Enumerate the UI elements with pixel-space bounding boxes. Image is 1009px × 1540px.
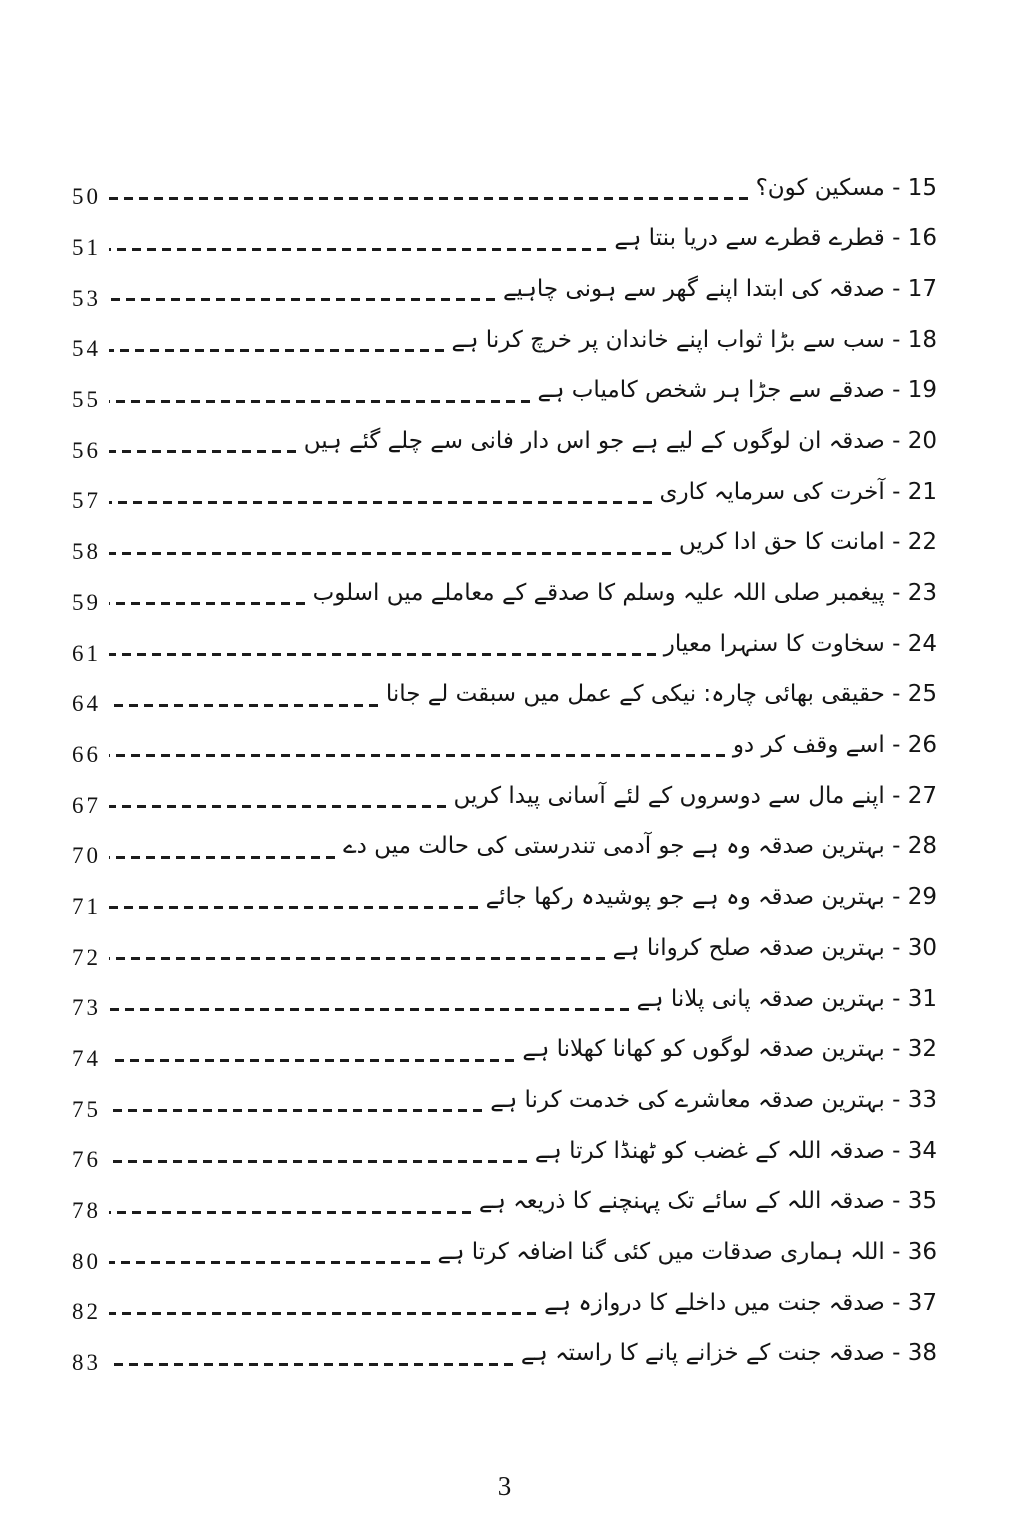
- toc-entry-page: 83: [72, 1350, 101, 1376]
- toc-leader-dashes: [109, 653, 656, 656]
- toc-leader-dashes: [109, 1160, 527, 1163]
- toc-leader-dashes: [109, 349, 444, 352]
- toc-entry-title: 34 - صدقہ اللہ کے غضب کو ٹھنڈا کرتا ہے: [534, 1137, 937, 1164]
- toc-leader-dashes: [109, 501, 652, 504]
- toc-entry: [72, 322, 937, 373]
- toc-entry-page: 59: [72, 589, 101, 615]
- toc-entry-title: 38 - صدقہ جنت کے خزانے پانے کا راستہ ہے: [520, 1340, 937, 1367]
- toc-entry-page: 80: [72, 1248, 101, 1274]
- toc-entry-title: 31 - بہترین صدقہ پانی پلانا ہے: [636, 985, 937, 1012]
- toc-entry: [72, 778, 937, 829]
- toc-entry-page: 57: [72, 488, 101, 514]
- toc-entry-title: 36 - اللہ ہماری صدقات میں کئی گنا اضافہ کرتا ہے: [437, 1238, 937, 1265]
- toc-entry-page: 53: [72, 285, 101, 311]
- toc-entry-page: 56: [72, 437, 101, 463]
- toc-entry-page: 61: [72, 640, 101, 666]
- toc-entry: [72, 626, 937, 677]
- toc-entry-title: 24 - سخاوت کا سنہرا معیار: [663, 630, 937, 657]
- toc-leader-dashes: [109, 552, 671, 555]
- toc-leader-dashes: [109, 197, 748, 200]
- toc-entry: [72, 1184, 937, 1235]
- toc-entry-title: 19 - صدقے سے جڑا ہر شخص کامیاب ہے: [537, 377, 937, 404]
- toc-entry-title: 17 - صدقہ کی ابتدا اپنے گھر سے ہونی چاہیے: [502, 275, 937, 302]
- toc-leader-dashes: [109, 856, 335, 859]
- toc-entry-page: 71: [72, 893, 101, 919]
- toc-entry: [72, 474, 937, 525]
- toc-entry: [72, 1082, 937, 1133]
- toc-leader-dashes: [109, 805, 446, 808]
- toc-entry-title: 20 - صدقہ ان لوگوں کے لیے ہے جو اس دار فانی سے چلے گئے ہیں: [303, 427, 937, 454]
- toc-entry: [72, 271, 937, 322]
- toc-entry-title: 28 - بہترین صدقہ وہ ہے جو آدمی تندرستی کی حالت میں دے: [343, 833, 937, 860]
- toc-entry-page: 50: [72, 184, 101, 210]
- toc-leader-dashes: [109, 1312, 536, 1315]
- toc-entry-title: 33 - بہترین صدقہ معاشرے کی خدمت کرنا ہے: [490, 1086, 937, 1113]
- toc-entry-page: 82: [72, 1299, 101, 1325]
- toc-entry: [72, 981, 937, 1032]
- toc-entry-page: 73: [72, 995, 101, 1021]
- toc-entry-title: 29 - بہترین صدقہ وہ ہے جو پوشیدہ رکھا جائے: [485, 884, 937, 911]
- page-footer-number: 3: [497, 1471, 512, 1501]
- toc-entry-page: 64: [72, 691, 101, 717]
- toc-entry-title: 35 - صدقہ اللہ کے سائے تک پہنچنے کا ذریعہ ہے: [478, 1188, 937, 1215]
- toc-entry: [72, 1133, 937, 1184]
- toc-entry-title: 32 - بہترین صدقہ لوگوں کو کھانا کھلانا ہے: [522, 1036, 937, 1063]
- toc-entry-page: 54: [72, 336, 101, 362]
- toc-entry-title: 26 - اسے وقف کر دو: [732, 732, 937, 759]
- toc-entry: [72, 829, 937, 880]
- toc-entry: [72, 170, 937, 221]
- toc-entry-title: 18 - سب سے بڑا ثواب اپنے خاندان پر خرچ کرنا ہے: [451, 326, 937, 353]
- toc-leader-dashes: [109, 1363, 513, 1366]
- toc-entry-page: 75: [72, 1096, 101, 1122]
- toc-entry: [72, 1234, 937, 1285]
- toc-leader-dashes: [109, 1261, 430, 1264]
- toc-leader-dashes: [109, 1059, 514, 1062]
- toc-entry-page: 72: [72, 944, 101, 970]
- toc-list: [72, 170, 937, 1387]
- toc-entry: [72, 1032, 937, 1083]
- toc-entry-title: 25 - حقیقی بھائی چارہ: نیکی کے عمل میں سبقت لے جانا: [385, 681, 937, 708]
- toc-entry-title: 23 - پیغمبر صلی اللہ علیہ وسلم کا صدقے کے معاملے میں اسلوب: [312, 580, 937, 607]
- toc-leader-dashes: [109, 906, 478, 909]
- toc-entry: [72, 525, 937, 576]
- toc-entry-title: 22 - امانت کا حق ادا کریں: [678, 529, 937, 556]
- toc-leader-dashes: [109, 1008, 629, 1011]
- toc-entry-title: 30 - بہترین صدقہ صلح کروانا ہے: [612, 934, 937, 961]
- toc-leader-dashes: [109, 1109, 482, 1112]
- toc-entry: [72, 373, 937, 424]
- toc-entry-title: 16 - قطرے قطرے سے دریا بنتا ہے: [614, 225, 937, 252]
- toc-entry-page: 58: [72, 539, 101, 565]
- toc-entry-page: 51: [72, 235, 101, 261]
- toc-leader-dashes: [109, 450, 296, 453]
- toc-leader-dashes: [109, 754, 725, 757]
- toc-entry-title: 21 - آخرت کی سرمایہ کاری: [659, 478, 937, 505]
- toc-entry: [72, 221, 937, 272]
- toc-entry-page: 70: [72, 843, 101, 869]
- toc-entry-title: 37 - صدقہ جنت میں داخلے کا دروازہ ہے: [544, 1289, 937, 1316]
- toc-entry: [72, 677, 937, 728]
- toc-leader-dashes: [109, 248, 606, 251]
- toc-entry: [72, 930, 937, 981]
- toc-entry: [72, 728, 937, 779]
- toc-entry-page: 78: [72, 1198, 101, 1224]
- toc-leader-dashes: [109, 704, 378, 707]
- toc-entry: [72, 1336, 937, 1387]
- toc-entry-page: 74: [72, 1046, 101, 1072]
- toc-leader-dashes: [109, 298, 495, 301]
- toc-entry: [72, 576, 937, 627]
- toc-leader-dashes: [109, 602, 305, 605]
- toc-entry-page: 67: [72, 792, 101, 818]
- toc-entry-page: 66: [72, 741, 101, 767]
- toc-entry: [72, 880, 937, 931]
- toc-leader-dashes: [109, 400, 530, 403]
- toc-entry-page: 55: [72, 387, 101, 413]
- toc-entry-title: 27 - اپنے مال سے دوسروں کے لئے آسانی پیدا کریں: [453, 782, 937, 809]
- toc-leader-dashes: [109, 957, 605, 960]
- toc-entry: [72, 1285, 937, 1336]
- toc-leader-dashes: [109, 1211, 471, 1214]
- toc-entry-title: 15 - مسکین کون؟: [755, 174, 937, 201]
- toc-entry: [72, 423, 937, 474]
- toc-entry-page: 76: [72, 1147, 101, 1173]
- page-footer: [0, 1471, 1009, 1502]
